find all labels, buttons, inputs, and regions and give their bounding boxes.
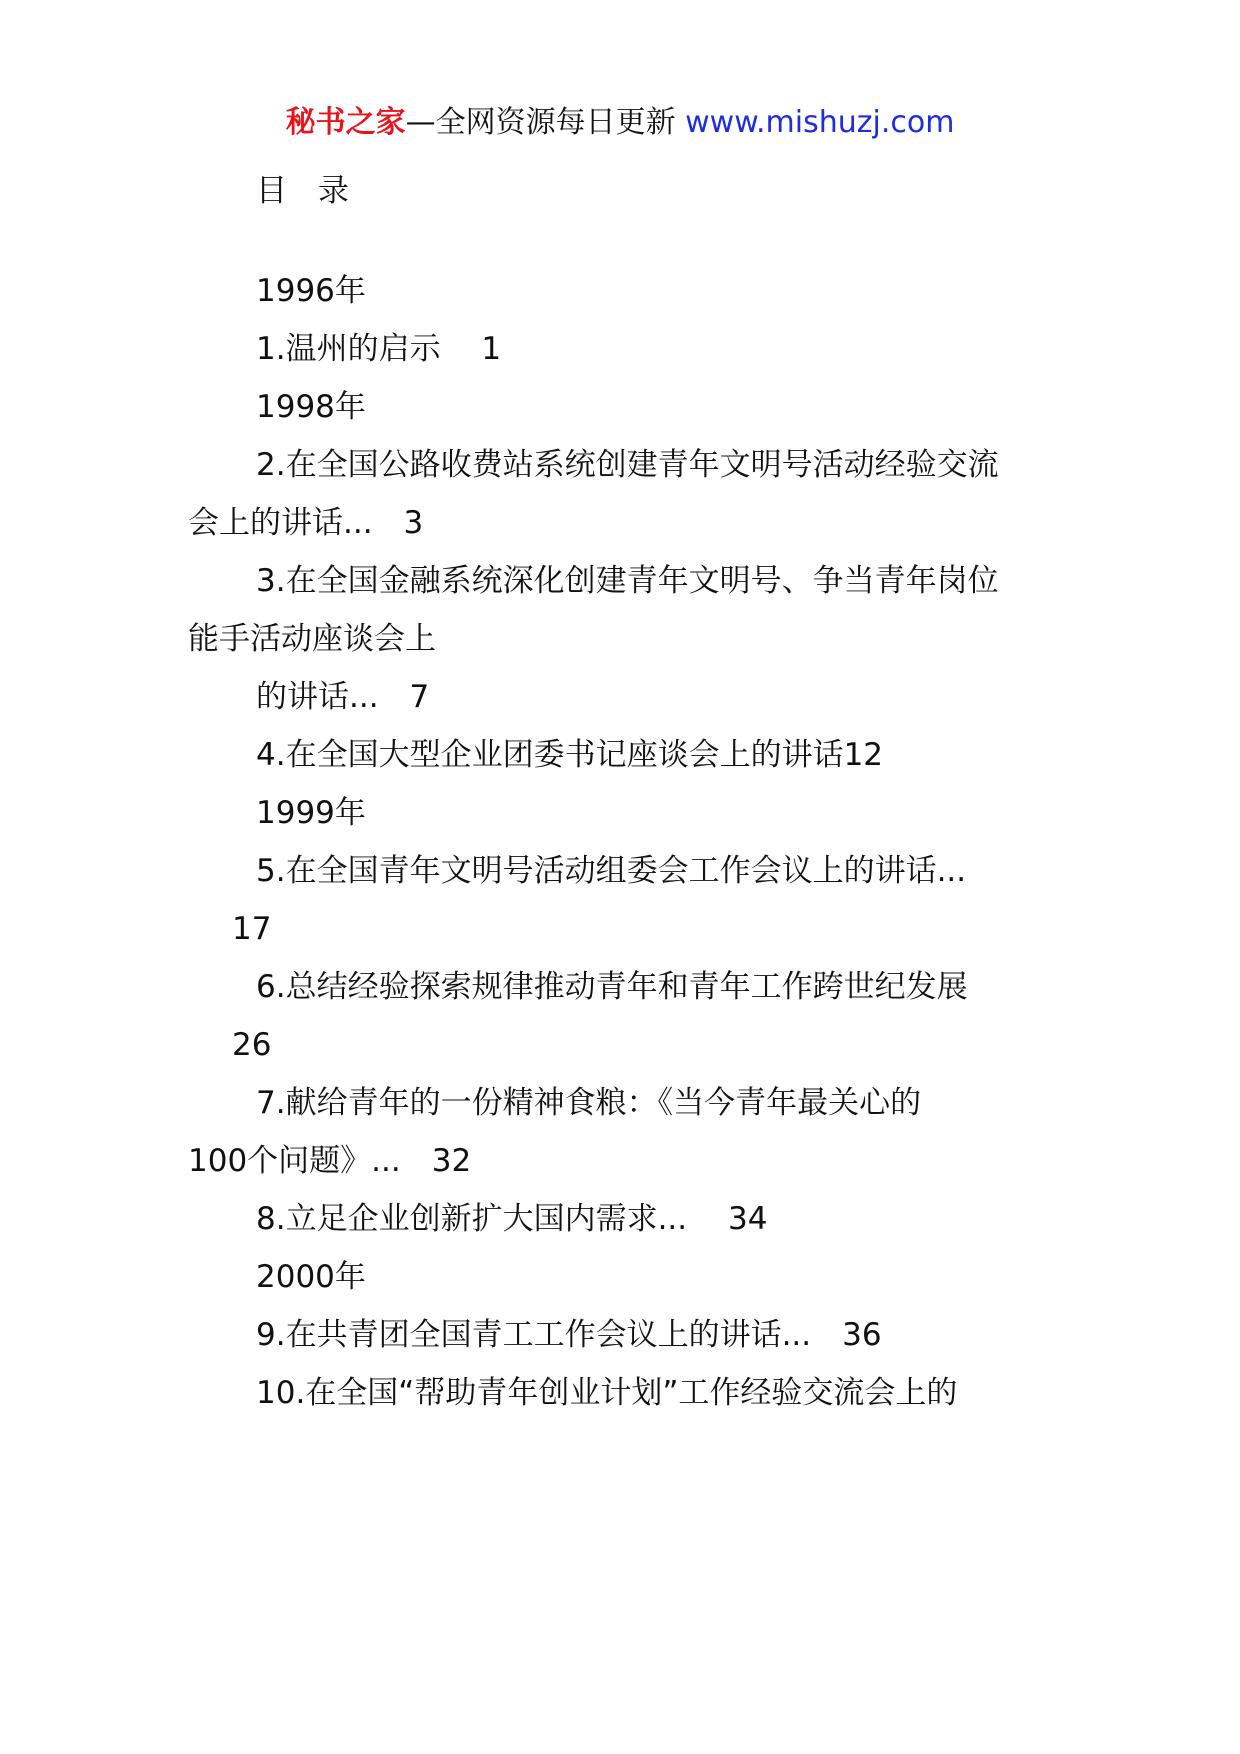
toc-entry-continuation[interactable]: 会上的讲话... 3 xyxy=(188,505,424,541)
brand-name: 秘书之家 xyxy=(285,105,406,140)
header-slogan: —全网资源每日更新 xyxy=(405,105,676,140)
toc-entry[interactable]: 4.在全国大型企业团委书记座谈会上的讲话12 xyxy=(256,737,884,773)
toc-page-number[interactable]: 26 xyxy=(232,1027,272,1063)
toc-entry[interactable]: 8.立足企业创新扩大国内需求... 34 xyxy=(256,1201,768,1237)
toc-year-heading: 1999年 xyxy=(256,795,366,831)
toc-entry[interactable]: 3.在全国金融系统深化创建青年文明号、争当青年岗位 xyxy=(256,563,999,599)
toc-entry-continuation[interactable]: 的讲话... 7 xyxy=(256,679,430,715)
toc-entry[interactable]: 2.在全国公路收费站系统创建青年文明号活动经验交流 xyxy=(256,447,999,483)
site-header xyxy=(0,100,1240,146)
toc-entry[interactable]: 5.在全国青年文明号活动组委会工作会议上的讲话... xyxy=(256,853,967,889)
toc-entry-continuation[interactable]: 100个问题》... 32 xyxy=(188,1143,472,1179)
site-url-link[interactable]: www.mishuzj.com xyxy=(685,105,955,140)
toc-year-heading: 2000年 xyxy=(256,1259,366,1295)
toc-entry[interactable]: 1.温州的启示 1 xyxy=(256,331,502,367)
toc-entry[interactable]: 7.献给青年的一份精神食粮：《当今青年最关心的 xyxy=(256,1085,922,1121)
toc-entry[interactable]: 6.总结经验探索规律推动青年和青年工作跨世纪发展 xyxy=(256,969,968,1005)
toc-year-heading: 1996年 xyxy=(256,273,366,309)
toc-year-heading: 1998年 xyxy=(256,389,366,425)
toc-page-number[interactable]: 17 xyxy=(232,911,272,947)
toc-title: 目 录 xyxy=(256,173,349,209)
toc-entry[interactable]: 10.在全国“帮助青年创业计划”工作经验交流会上的 xyxy=(256,1375,958,1411)
toc-entry[interactable]: 9.在共青团全国青工工作会议上的讲话... 36 xyxy=(256,1317,882,1353)
toc-entry-continuation[interactable]: 能手活动座谈会上 xyxy=(188,621,436,657)
